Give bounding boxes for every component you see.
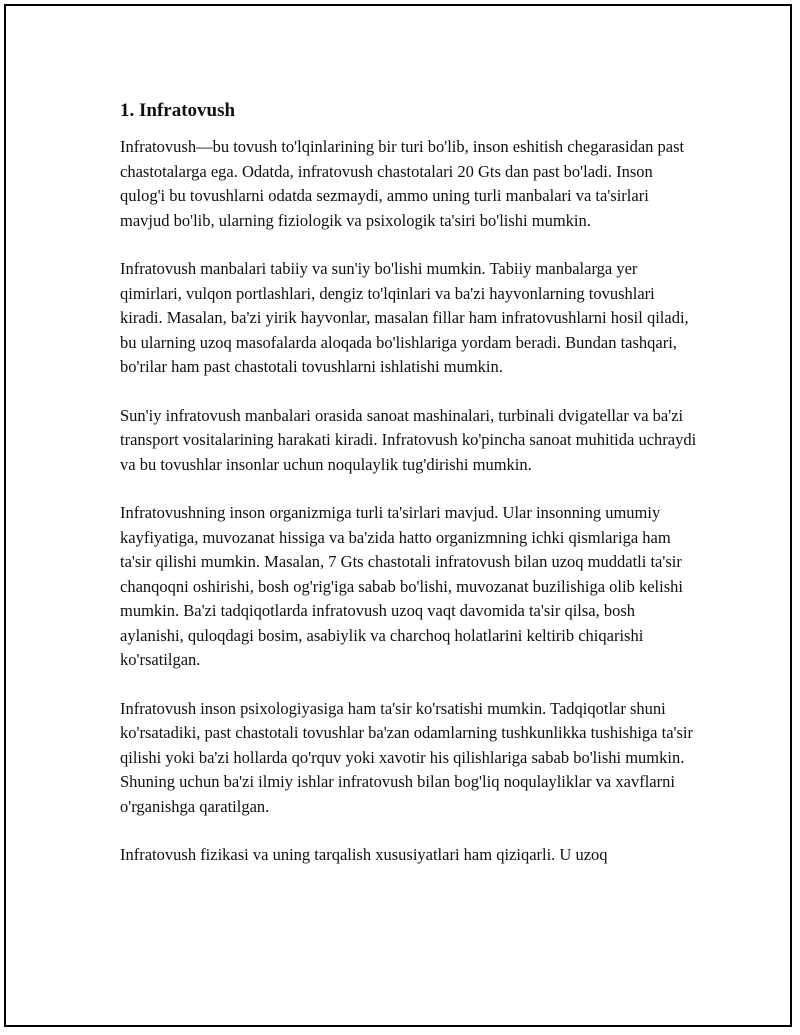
document-page (4, 4, 792, 1027)
paragraph-artificial-sources: Sun'iy infratovush manbalari orasida sanoat mashinalari, turbinali dvigatellar va ba'zi transport vositalarining harakati kiradi. Infratovush ko'pincha sanoat muhitida uchraydi va bu tovushlar insonlar uchun noqulaylik tug'dirishi mumkin. (120, 405, 697, 474)
document-body (120, 98, 700, 892)
paragraph-sources: Infratovush manbalari tabiiy va sun'iy bo'lishi mumkin. Tabiiy manbalarga yer qimirlari, vulqon portlashlari, dengiz to'lqinlari va ba'zi hayvonlarning tovushlari kiradi. Masalan, ba'zi yirik hayvonlar, masalan fillar ham infratovushlarni hosil qiladi, bu ularning uzoq masofalarda aloqada bo'lishlariga yordam beradi. Bundan tashqari, bo'rilar ham past chastotali tovushlarni ishlatishi mumkin. (120, 259, 689, 376)
paragraph-definition: Infratovush—bu tovush to'lqinlarining bir turi bo'lib, inson eshitish chegarasidan past chastotalarga ega. Odatda, infratovush chastotalari 20 Gts dan past bo'ladi. Inson qulog'i bu tovushlarni odatda sezmaydi, ammo uning turli manbalari va ta'sirlari mavjud bo'lib, ularning fiziologik va psixologik ta'siri bo'lishi mumkin. (120, 137, 685, 230)
paragraph-psychology: Infratovush inson psixologiyasiga ham ta'sir ko'rsatishi mumkin. Tadqiqotlar shuni ko'rsatadiki, past chastotali tovushlar ba'zan odamlarning tushkunlikka tushishiga ta'sir qilishi yoki ba'zi hollarda qo'rquv yoki xavotir his qilishlariga sabab bo'lishi mumkin. Shuning uchun ba'zi ilmiy ishlar infratovush bilan bog'liq noqulayliklar va xavflarni o'rganishga qaratilgan. (120, 698, 694, 816)
paragraph-physics: Infratovush fizikasi va uning tarqalish xususiyatlari ham qiziqarli. U uzoq (120, 845, 608, 864)
section-heading: 1. Infratovush (120, 100, 236, 121)
paragraph-body-effects: Infratovushning inson organizmiga turli ta'sirlari mavjud. Ular insonning umumiy kayfiyatiga, muvozanat hissiga va ba'zida hatto organizmning ichki qismlariga ham ta'sir qilishi mumkin. Masalan, 7 Gts chastotali infratovush bilan uzoq muddatli ta'sir chanqoqni oshirishi, bosh og'rig'iga sabab bo'lishi, muvozanat buzilishiga olib kelishi mumkin. Ba'zi tadqiqotlarda infratovush uzoq vaqt davomida ta'sir qilsa, bosh aylanishi, quloqdagi bosim, asabiylik va charchoq holatlarini keltirib chiqarishi ko'rsatilgan. (120, 503, 683, 669)
